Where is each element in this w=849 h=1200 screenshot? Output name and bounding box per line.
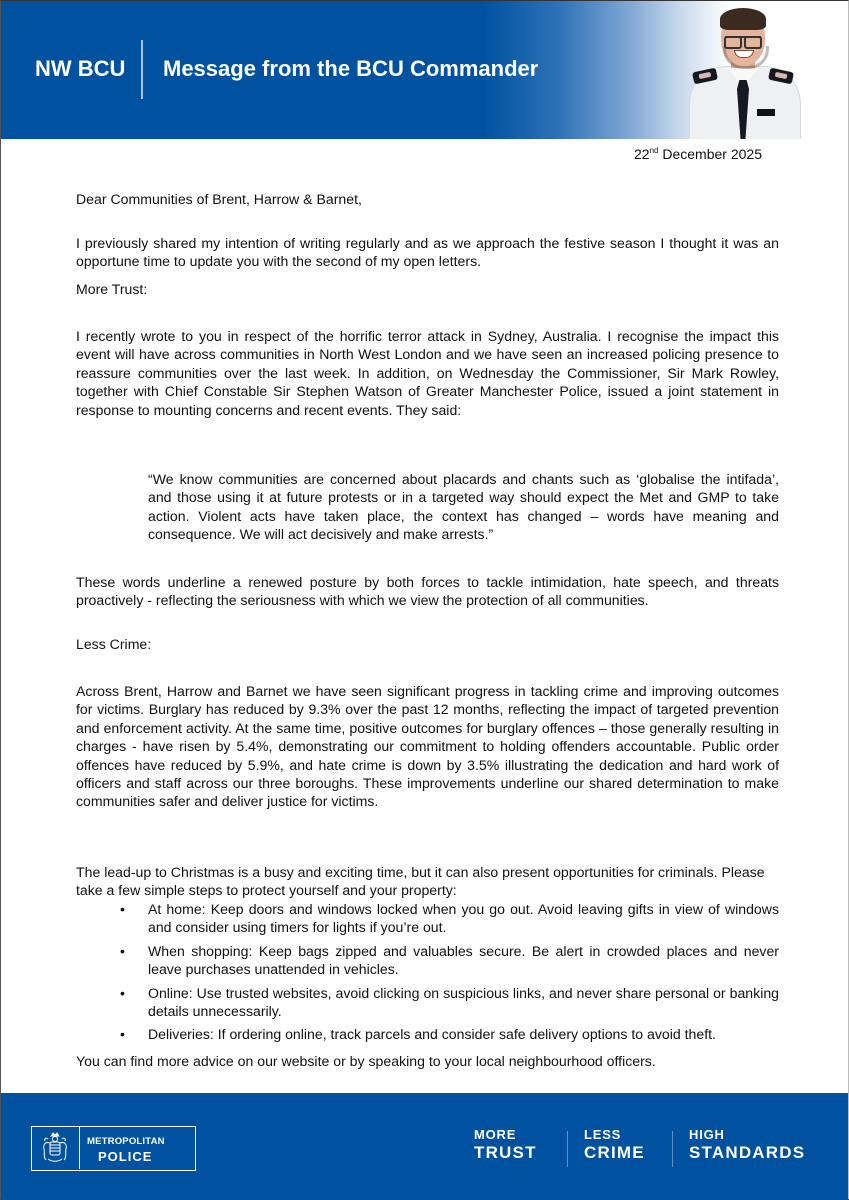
pillar-divider	[672, 1131, 673, 1167]
pillar-small-text: LESS	[584, 1127, 622, 1142]
footer-banner	[0, 1093, 849, 1200]
pillar-big-text: CRIME	[584, 1143, 645, 1162]
christmas-paragraph: The lead-up to Christmas is a busy and exciting time, but it can also present opportunities for criminals. Please take a few simple steps to protect yourself and your property:	[76, 864, 765, 899]
tip-at-home: At home: Keep doors and windows locked when you go out. Avoid leaving gifts in view of windows and consider using timers for lights if you’re out.	[148, 901, 779, 936]
trust-followup-paragraph: These words underline a renewed posture by both forces to tackle intimidation, hate speech, and threats proactively - reflecting the seriousness with which we view the protection of all communities.	[76, 574, 779, 609]
crest-box	[32, 1127, 80, 1169]
metropolitan-police-logo	[31, 1126, 196, 1171]
page-title: Message from the BCU Commander	[163, 56, 539, 81]
crime-statistics-paragraph: Across Brent, Harrow and Barnet we have seen significant progress in tackling crime and improving outcomes for victims. Burglary has reduced by 9.3% over the past 12 months, reflecting the impact of targeted prevention and enforcement activity. At the same time, positive outcomes for burglary offences – those generally resulting in charges - have risen by 5.4%, demonstrating our commitment to holding offenders accountable. Public order offences have reduced by 5.9%, and hate crime is down by 3.5% illustrating the dedication and hard work of officers and staff across our three boroughs. These improvements underline our shared determination to make communities safer and deliver justice for victims.	[76, 683, 779, 810]
pillar-less-crime	[584, 1127, 645, 1163]
pillar-small-text: HIGH	[689, 1127, 725, 1142]
pillar-big-text: TRUST	[474, 1143, 537, 1162]
date-day: 22	[634, 146, 650, 162]
salutation: Dear Communities of Brent, Harrow & Barnet,	[76, 191, 362, 207]
logo-text-police: POLICE	[98, 1149, 153, 1164]
closing-paragraph: You can find more advice on our website or by speaking to your local neighbourhood officers.	[76, 1053, 656, 1069]
letter-date	[634, 146, 762, 162]
section-heading-more-trust: More Trust:	[76, 281, 148, 297]
commander-portrait	[683, 6, 803, 139]
pillar-divider	[567, 1131, 568, 1167]
date-suffix: nd	[649, 146, 659, 155]
intro-paragraph: I previously shared my intention of writing regularly and as we approach the festive season I thought it was an opportune time to update you with the second of my open letters.	[76, 235, 779, 270]
portrait-hair	[720, 8, 766, 30]
pillar-big-text: STANDARDS	[689, 1143, 806, 1162]
bullet-icon: •	[120, 1026, 125, 1043]
trust-paragraph: I recently wrote to you in respect of the horrific terror attack in Sydney, Australia. I recognise the impact this event will have across communities in North West London and we have seen an increased policing presence to reassure communities over the last week. In addition, on Wednesday the Commissioner, Sir Mark Rowley, together with Chief Constable Sir Stephen Watson of Greater Manchester Police, issued a joint statement in response to mounting concerns and recent events. They said:	[76, 328, 779, 418]
safety-tips-list	[76, 900, 779, 1049]
tip-deliveries: Deliveries: If ordering online, track parcels and consider safe delivery options to avoid theft.	[148, 1026, 716, 1043]
list-item	[76, 900, 779, 937]
header-banner	[0, 0, 849, 139]
list-item	[76, 942, 779, 979]
bullet-icon: •	[120, 942, 125, 959]
list-item	[76, 984, 779, 1021]
bullet-icon: •	[120, 901, 125, 917]
joint-statement-quote: “We know communities are concerned about placards and chants such as ‘globalise the intifada’, and those using it at future protests or in a targeted way should expect the Met and GMP to take action. Violent acts have taken place, the context has changed – words have meaning and consequence. We will act decisively and make arrests.”	[148, 471, 779, 543]
name-badge	[757, 109, 775, 116]
list-item	[76, 1025, 779, 1043]
pillar-more-trust	[474, 1127, 537, 1163]
date-month-year: December 2025	[658, 146, 762, 162]
pillar-small-text: MORE	[474, 1127, 517, 1142]
tip-online: Online: Use trusted websites, avoid clicking on suspicious links, and never share personal or banking details unnecessarily.	[148, 984, 779, 1020]
tip-shopping: When shopping: Keep bags zipped and valuables secure. Be alert in crowded places and never leave purchases unattended in vehicles.	[148, 942, 779, 978]
bullet-icon: •	[120, 984, 125, 1001]
section-heading-less-crime: Less Crime:	[76, 636, 152, 652]
pillar-high-standards	[689, 1127, 805, 1163]
header-divider	[141, 40, 143, 99]
unit-name: NW BCU	[35, 56, 126, 81]
crest-icon	[40, 1131, 70, 1165]
logo-text-metropolitan: METROPOLITAN	[87, 1136, 165, 1147]
